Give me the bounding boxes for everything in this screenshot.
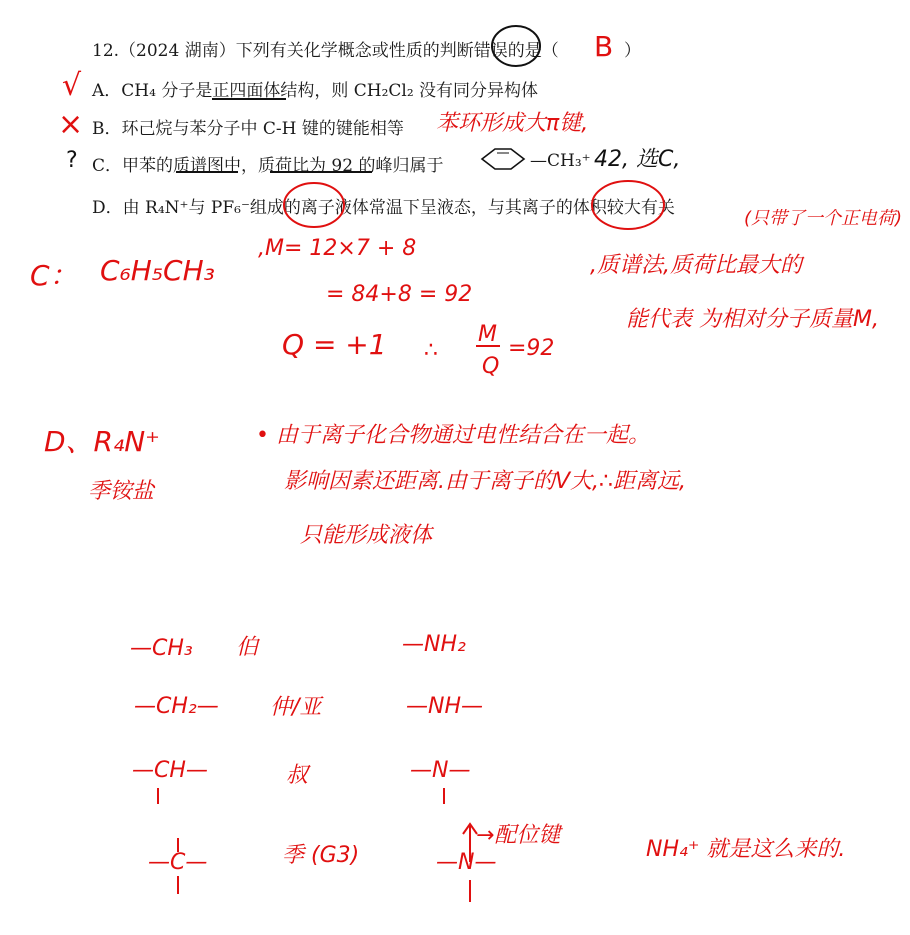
table-c-3: —CH— bbox=[132, 758, 208, 783]
mass-spec-note-2: 能代表 为相对分子质量M, bbox=[626, 307, 879, 332]
c-molar-mass: ,M= 12×7 + 8 bbox=[258, 236, 417, 261]
d-line-3: 只能形成液体 bbox=[300, 523, 433, 548]
d-name: 季铵盐 bbox=[88, 479, 155, 504]
c-formula: C₆H₅CH₃ bbox=[100, 254, 215, 287]
table-c-1: —CH₃ bbox=[130, 636, 193, 661]
c-molar-mass-2: = 84+8 = 92 bbox=[326, 282, 473, 307]
check-mark-a: √ bbox=[62, 68, 82, 103]
note-only-one-charge: (只带了一个正电荷) bbox=[744, 208, 903, 229]
table-c-4: —C— bbox=[148, 850, 208, 875]
circle-mark-ion bbox=[284, 183, 344, 227]
c-charge: Q = +1 bbox=[282, 328, 387, 361]
d-label: D、R₄N⁺ bbox=[44, 425, 160, 458]
option-c-suffix-text: —CH₃⁺ bbox=[530, 151, 591, 171]
circle-mark-volume bbox=[592, 181, 664, 229]
table-name-2: 仲/亚 bbox=[270, 695, 322, 720]
table-n-4: —N— bbox=[436, 850, 497, 875]
nh4-note: NH₄⁺ 就是这么来的. bbox=[646, 837, 846, 862]
option-a: A．CH₄ 分子是正四面体结构，则 CH₂Cl₂ 没有同分异构体 bbox=[92, 81, 539, 101]
option-b: B．环己烷与苯分子中 C-H 键的键能相等 bbox=[92, 119, 404, 139]
mass-spec-note-1: ,质谱法,质荷比最大的 bbox=[590, 253, 802, 278]
note-b: 苯环形成大π键, bbox=[436, 111, 589, 136]
table-name-1: 伯 bbox=[236, 635, 259, 660]
table-name-4: 季 (G3) bbox=[282, 843, 360, 868]
table-c-2: —CH₂— bbox=[134, 694, 219, 719]
d-line-2: 影响因素还距离.由于离子的V大,∴距离远, bbox=[284, 469, 687, 494]
d-line-1: • 由于离子化合物通过电性结合在一起。 bbox=[256, 423, 650, 448]
table-n-3: —N— bbox=[410, 758, 471, 783]
table-name-3: 叔 bbox=[286, 763, 309, 788]
table-n-1: —NH₂ bbox=[402, 632, 466, 657]
c-ratio-value: =92 bbox=[508, 336, 555, 361]
table-n-2: —NH— bbox=[406, 694, 483, 719]
question-mark-c: ? bbox=[66, 148, 78, 173]
benzene-ring-icon bbox=[482, 149, 524, 169]
question-close-paren: ） bbox=[624, 41, 641, 61]
option-d: D．由 R₄N⁺与 PF₆⁻组成的离子液体常温下呈液态，与其离子的体积较大有关 bbox=[92, 198, 675, 218]
c-ratio-q: Q bbox=[482, 354, 500, 379]
c-ratio-prefix: ∴ bbox=[424, 338, 438, 363]
coordinate-bond-label: →配位键 bbox=[476, 823, 561, 848]
question-stem-text: 12.（2024 湖南）下列有关化学概念或性质的判断错误的是（ bbox=[92, 41, 559, 61]
note-c-side: 42, 选C, bbox=[594, 147, 681, 172]
c-ratio-m: M bbox=[478, 322, 497, 347]
answer-mark: B bbox=[594, 30, 614, 63]
c-label: C： bbox=[30, 259, 78, 292]
cross-mark-b: × bbox=[58, 107, 84, 142]
option-c: C．甲苯的质谱图中，质荷比为 92 的峰归属于 bbox=[92, 156, 444, 176]
circle-mark-error bbox=[492, 26, 540, 66]
